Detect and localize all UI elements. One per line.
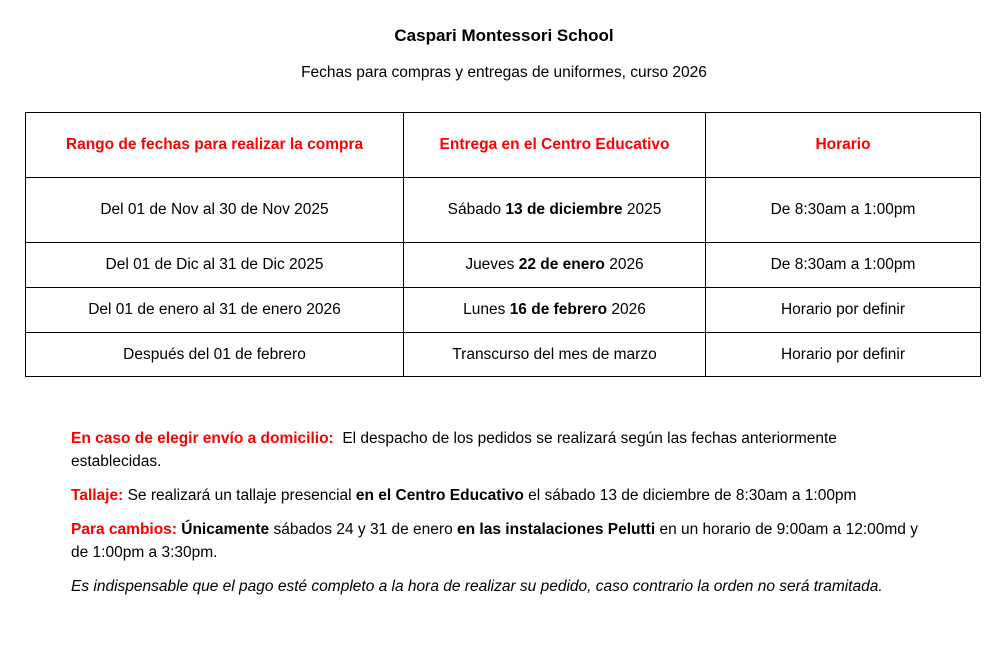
notes-section [71, 427, 931, 609]
note-emphasis: Únicamente [176, 521, 270, 538]
delivery-year: 2026 [607, 301, 646, 318]
table-row [26, 333, 981, 377]
cell-delivery [404, 243, 706, 288]
table-row [26, 243, 981, 288]
note-emphasis: en las instalaciones Pelutti [457, 521, 656, 538]
delivery-text: Transcurso del mes de marzo [452, 345, 657, 363]
cell-schedule: Horario por definir [706, 333, 981, 377]
delivery-day: Sábado [447, 201, 506, 218]
column-header-delivery: Entrega en el Centro Educativo [404, 113, 706, 178]
note-label: Para cambios: [71, 521, 177, 538]
note-text: en un horario de 9:00am a 12:00md y de 1:00pm a 3:30pm. [71, 521, 918, 561]
cell-range: Del 01 de Dic al 31 de Dic 2025 [26, 243, 404, 288]
note-label: Tallaje: [71, 487, 124, 504]
cell-schedule: De 8:30am a 1:00pm [706, 178, 981, 243]
note-text: Se realizará un tallaje presencial [123, 487, 356, 504]
document-subtitle: Fechas para compras y entregas de uniformes, curso 2026 [301, 64, 707, 81]
cell-range: Del 01 de Nov al 30 de Nov 2025 [26, 178, 404, 243]
note-emphasis: en el Centro Educativo [355, 487, 524, 504]
note-label: En caso de elegir envío a domicilio: [71, 430, 334, 447]
school-title: Caspari Montessori School [394, 26, 614, 45]
cell-schedule: Horario por definir [706, 288, 981, 333]
table-row [26, 178, 981, 243]
note-payment: Es indispensable que el pago esté completo a la hora de realizar su pedido, caso contrario la orden no será tramitada. [71, 578, 883, 595]
note-text: El despacho de los pedidos se realizará según las fechas anteriormente establecidas. [71, 430, 842, 470]
column-header-schedule: Horario [706, 113, 981, 178]
delivery-date: 22 de enero [518, 256, 605, 273]
cell-range: Después del 01 de febrero [26, 333, 404, 377]
cell-delivery [404, 333, 706, 377]
note-sizing [71, 484, 931, 507]
table-header-row [26, 113, 981, 178]
table-row [26, 288, 981, 333]
column-header-date-range: Rango de fechas para realizar la compra [26, 113, 404, 178]
note-text: sábados 24 y 31 de enero [269, 521, 458, 538]
cell-range: Del 01 de enero al 31 de enero 2026 [26, 288, 404, 333]
note-home-delivery [71, 427, 931, 473]
cell-schedule: De 8:30am a 1:00pm [706, 243, 981, 288]
delivery-date: 13 de diciembre [505, 201, 623, 218]
note-text: el sábado 13 de diciembre de 8:30am a 1:00pm [523, 487, 857, 504]
cell-delivery [404, 288, 706, 333]
note-exchanges [71, 518, 931, 564]
cell-delivery [404, 178, 706, 243]
delivery-day: Lunes [463, 301, 510, 318]
uniform-schedule-table [25, 112, 981, 377]
delivery-date: 16 de febrero [509, 301, 608, 318]
delivery-year: 2025 [622, 201, 662, 218]
delivery-year: 2026 [604, 256, 644, 273]
delivery-day: Jueves [465, 256, 519, 273]
